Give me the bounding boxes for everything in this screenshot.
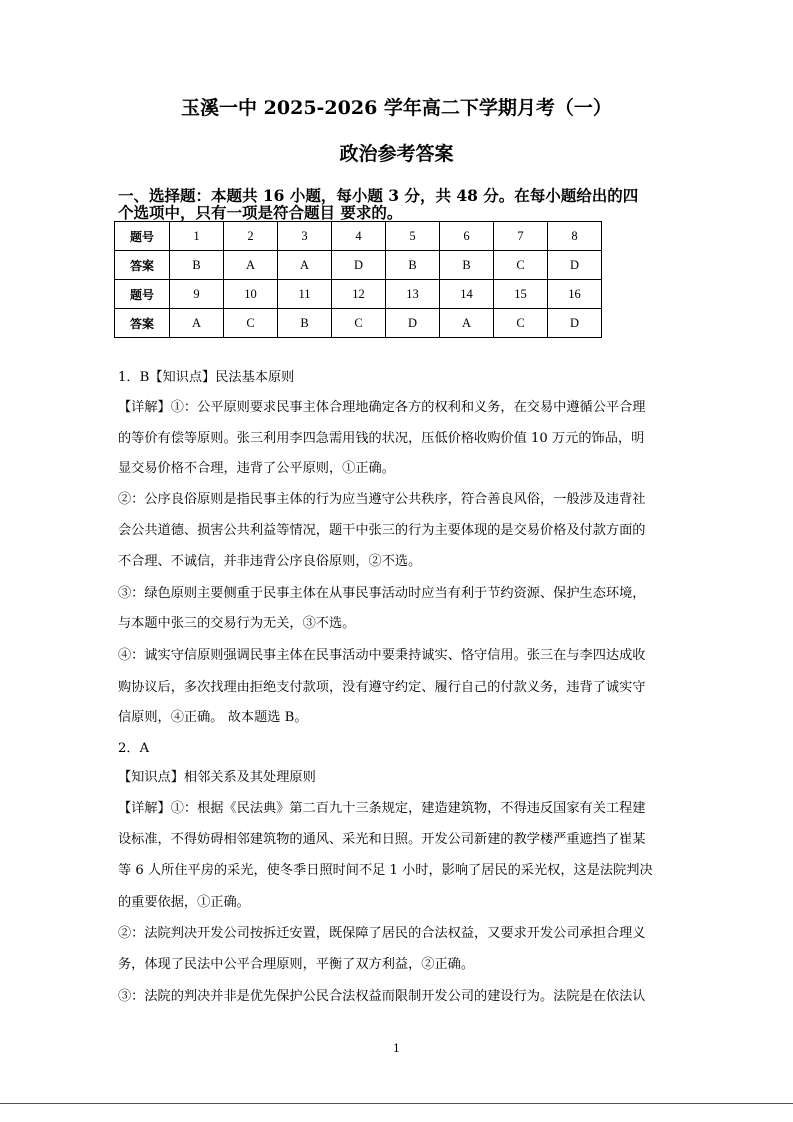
section-heading-line-2: 个选项中，只有一项是符合题目 要求的。 <box>118 203 403 222</box>
body-text-line: 【知识点】相邻关系及其处理原则 <box>118 770 316 785</box>
answer-table-cell: B <box>440 251 494 280</box>
answer-table-cell: 10 <box>224 280 278 309</box>
answer-table-cell: 9 <box>170 280 224 309</box>
page-bottom-rule <box>0 1103 793 1104</box>
answer-table-row <box>115 222 602 251</box>
answer-table-cell: 16 <box>548 280 602 309</box>
answer-table <box>114 221 602 338</box>
answer-table-header-cell: 题号 <box>115 222 170 251</box>
answer-table-cell: 4 <box>332 222 386 251</box>
answer-table-cell: A <box>278 251 332 280</box>
body-text-line: 会公共道德、损害公共利益等情况，题干中张三的行为主要体现的是交易价格及付款方面的 <box>118 523 646 538</box>
answer-table-cell: A <box>170 309 224 338</box>
body-text-line: 的重要依据，①正确。 <box>118 895 250 910</box>
body-text-line: 不合理、不诚信，并非违背公序良俗原则，②不选。 <box>118 554 422 569</box>
body-text-line: 的等价有偿等原则。张三利用李四急需用钱的状况，压低价格收购价值 10 万元的饰品，明 <box>118 431 645 446</box>
answer-table-cell: D <box>332 251 386 280</box>
answer-table-cell: 3 <box>278 222 332 251</box>
page-subtitle: 政治参考答案 <box>339 143 454 165</box>
answer-table-cell: C <box>494 309 548 338</box>
answer-table-header-cell: 答案 <box>115 251 170 280</box>
body-text-line: 购协议后，多次找理由拒绝支付款项，没有遵守约定、履行自己的付款义务，违背了诚实守 <box>118 680 646 695</box>
section-heading-line-1: 一、选择题：本题共 16 小题，每小题 3 分，共 48 分。在每小题给出的四 <box>118 186 639 205</box>
answer-table-cell: A <box>224 251 278 280</box>
answer-table-cell: 5 <box>386 222 440 251</box>
answer-table-cell: 15 <box>494 280 548 309</box>
answer-table-cell: D <box>548 309 602 338</box>
answer-table-cell: D <box>386 309 440 338</box>
body-text-line: 务，体现了民法中公平合理原则，平衡了双方利益，②正确。 <box>118 957 475 972</box>
answer-table-header-cell: 答案 <box>115 309 170 338</box>
answer-table-row <box>115 309 602 338</box>
answer-table-cell: 2 <box>224 222 278 251</box>
answer-table-cell: 6 <box>440 222 494 251</box>
answer-table-cell: 14 <box>440 280 494 309</box>
answer-table-cell: A <box>440 309 494 338</box>
body-text-line: 1．B【知识点】民法基本原则 <box>118 370 295 385</box>
answer-table-row <box>115 280 602 309</box>
body-text-line: ③：法院的判决并非是优先保护公民合法权益而限制开发公司的建设行为。法院是在依法认 <box>118 989 646 1004</box>
answer-table-row <box>115 251 602 280</box>
body-text-line: 【详解】①：根据《民法典》第二百九十三条规定，建造建筑物，不得违反国家有关工程建 <box>118 801 646 816</box>
answer-table-cell: 13 <box>386 280 440 309</box>
body-text-line: ②：公序良俗原则是指民事主体的行为应当遵守公共秩序，符合善良风俗，一般涉及违背社 <box>118 492 646 507</box>
page-title: 玉溪一中 2025-2026 学年高二下学期月考（一） <box>181 97 612 119</box>
body-text-line: 2．A <box>118 741 150 756</box>
answer-table-cell: C <box>332 309 386 338</box>
answer-table-cell: 7 <box>494 222 548 251</box>
body-text-line: 【详解】①：公平原则要求民事主体合理地确定各方的权利和义务，在交易中遵循公平合理 <box>118 400 646 415</box>
body-text-line: 设标准，不得妨碍相邻建筑物的通风、采光和日照。开发公司新建的教学楼严重遮挡了崔某 <box>118 832 646 847</box>
answer-table-cell: B <box>386 251 440 280</box>
body-text-line: ②：法院判决开发公司按拆迁安置，既保障了居民的合法权益，又要求开发公司承担合理义 <box>118 926 646 941</box>
body-text-line: 与本题中张三的交易行为无关，③不选。 <box>118 616 356 631</box>
answer-table-cell: C <box>224 309 278 338</box>
body-text-line: 等 6 人所住平房的采光，使冬季日照时间不足 1 小时，影响了居民的采光权，这是法院判决 <box>118 863 653 878</box>
answer-table-cell: B <box>278 309 332 338</box>
answer-table-cell: C <box>494 251 548 280</box>
answer-table-cell: 11 <box>278 280 332 309</box>
answer-table-cell: D <box>548 251 602 280</box>
body-text-line: ④：诚实守信原则强调民事主体在民事活动中要秉持诚实、恪守信用。张三在与李四达成收 <box>118 648 646 663</box>
answer-table-cell: B <box>170 251 224 280</box>
answer-table-header-cell: 题号 <box>115 280 170 309</box>
answer-table-cell: 1 <box>170 222 224 251</box>
page-number: 1 <box>393 1042 400 1055</box>
answer-table-cell: 8 <box>548 222 602 251</box>
body-text-line: 信原则，④正确。 故本题选 B。 <box>118 710 308 725</box>
body-text-line: 显交易价格不合理，违背了公平原则，①正确。 <box>118 461 395 476</box>
body-text-line: ③：绿色原则主要侧重于民事主体在从事民事活动时应当有利于节约资源、保护生态环境， <box>118 586 646 601</box>
answer-table-cell: 12 <box>332 280 386 309</box>
